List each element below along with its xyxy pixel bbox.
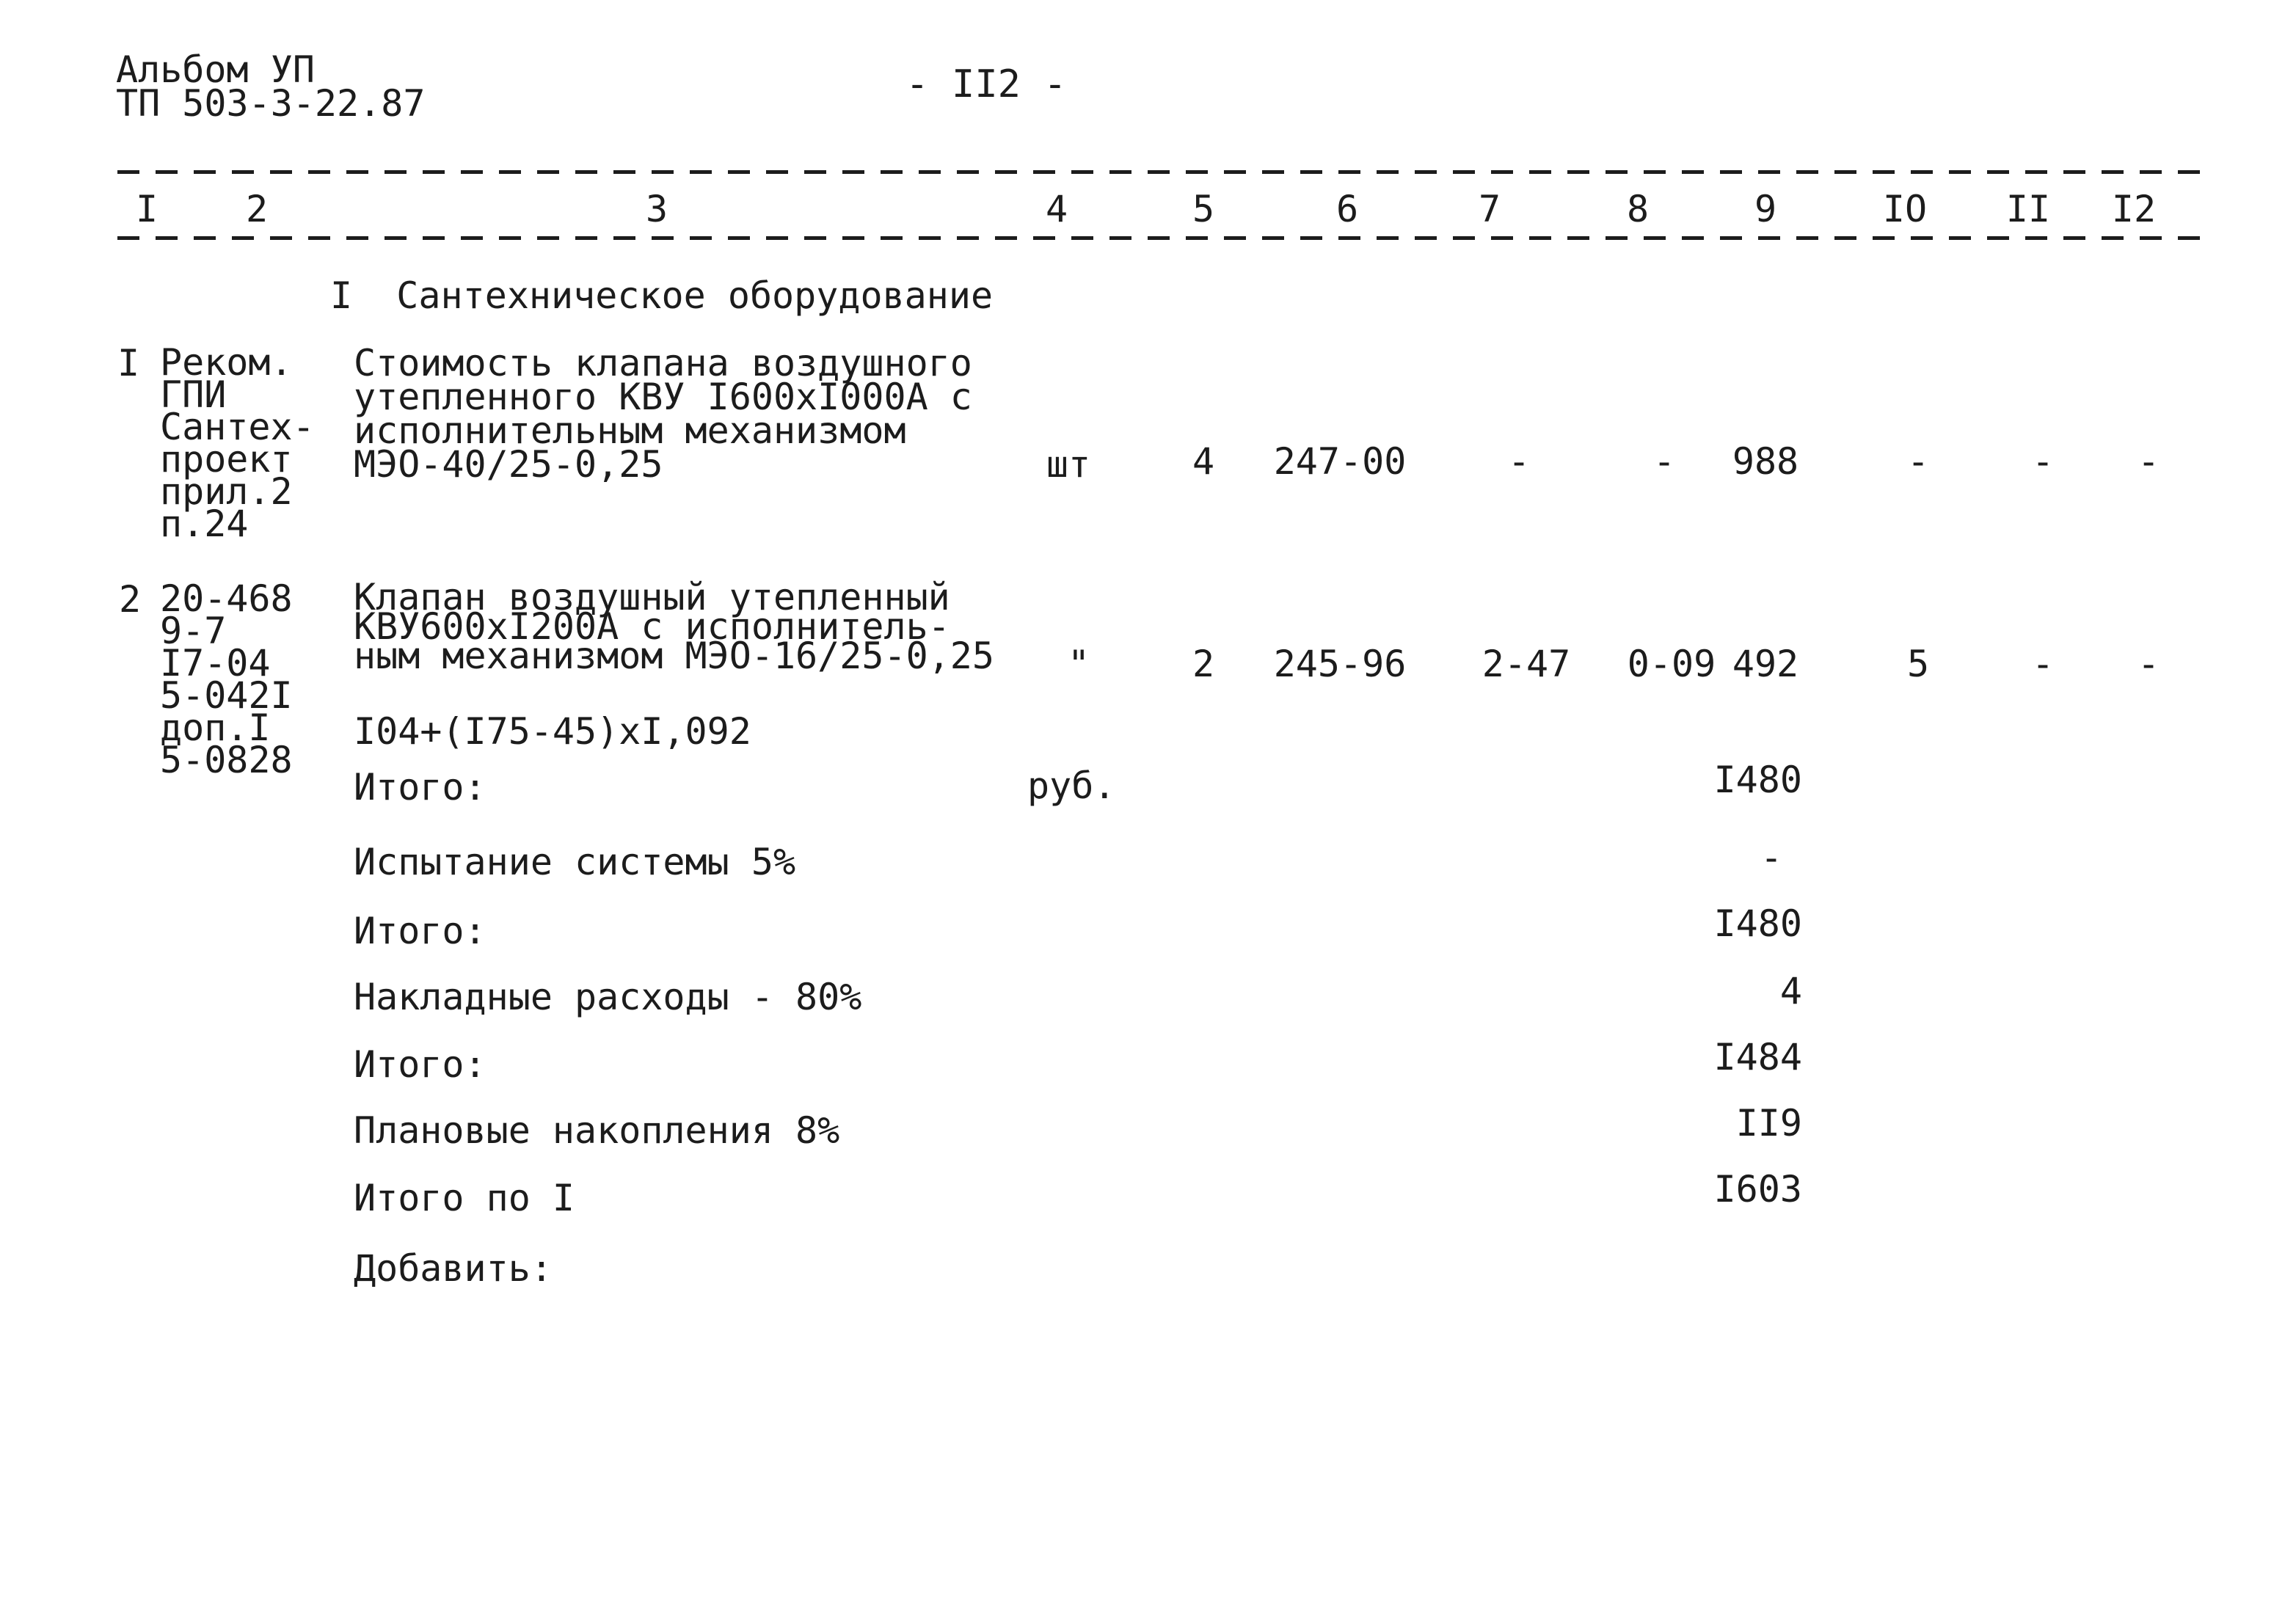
column-header: 7 xyxy=(1478,188,1501,230)
row-col12: - xyxy=(2137,643,2160,685)
column-header: 3 xyxy=(645,188,668,230)
row-col11: - xyxy=(2031,440,2055,483)
row-price: 245-96 xyxy=(1273,643,1407,685)
row-col11: - xyxy=(2031,643,2055,685)
summary-unit: руб. xyxy=(1027,764,1116,807)
summary-value: I480 xyxy=(1713,902,1802,945)
summary-value: I484 xyxy=(1713,1036,1802,1078)
row-description: Стоимость клапана воздушного утепленного КВУ I600xI000А с исполнительным механизмом МЭО-40/25-0,25 xyxy=(354,342,972,486)
column-header: 2 xyxy=(245,188,269,230)
summary-label: Итого: xyxy=(354,1043,486,1086)
header-bottom-rule xyxy=(117,236,2201,240)
row-total: 988 xyxy=(1732,440,1799,483)
summary-label: Итого: xyxy=(354,766,486,808)
summary-value: 4 xyxy=(1779,970,1802,1012)
row-col10: 5 xyxy=(1906,643,1930,685)
summary-label: Добавить: xyxy=(354,1247,553,1290)
summary-label: Плановые накопления 8% xyxy=(354,1109,840,1152)
page-number: - II2 - xyxy=(905,62,1067,106)
row-quantity: 2 xyxy=(1192,643,1215,685)
column-header: 5 xyxy=(1192,188,1215,230)
column-header: 6 xyxy=(1335,188,1359,230)
row-description: Клапан воздушный утепленный КВУ600xI200А с исполнитель- ным механизмом МЭО-16/25-0,25 xyxy=(354,576,994,677)
row-unit: шт xyxy=(1046,443,1091,486)
row-basis: Реком. ГПИ Сантех- проект прил.2 п.24 xyxy=(160,341,315,545)
summary-value: I603 xyxy=(1713,1168,1802,1211)
row-total: 492 xyxy=(1732,643,1799,685)
row-col8: 0-09 xyxy=(1627,643,1716,685)
row-unit: " xyxy=(1067,643,1090,685)
summary-value: II9 xyxy=(1735,1102,1802,1144)
row-quantity: 4 xyxy=(1192,440,1215,483)
row-price: 247-00 xyxy=(1273,440,1407,483)
row-col7: - xyxy=(1507,440,1531,483)
header-top-rule xyxy=(117,170,2201,174)
column-header: II xyxy=(2005,188,2051,230)
row-number: 2 xyxy=(119,578,142,621)
summary-label: Итого по I xyxy=(354,1177,575,1219)
row-col8: - xyxy=(1652,440,1676,483)
section-title: I Сантехническое оборудование xyxy=(330,274,994,317)
project-code: ТП 503-3-22.87 xyxy=(116,82,426,125)
column-header: 4 xyxy=(1045,188,1068,230)
row-formula: I04+(I75-45)xI,092 xyxy=(354,710,751,753)
summary-value: - xyxy=(1760,836,1783,879)
row-col12: - xyxy=(2137,440,2160,483)
column-header: 8 xyxy=(1626,188,1650,230)
summary-label: Накладные расходы - 80% xyxy=(354,976,862,1018)
column-header: I2 xyxy=(2111,188,2157,230)
row-col7: 2-47 xyxy=(1482,643,1571,685)
column-header: 9 xyxy=(1754,188,1777,230)
summary-label: Испытание системы 5% xyxy=(354,841,796,883)
summary-label: Итого: xyxy=(354,910,486,952)
row-col10: - xyxy=(1906,440,1930,483)
column-header: IO xyxy=(1882,188,1928,230)
row-number: I xyxy=(117,342,140,384)
summary-value: I480 xyxy=(1713,759,1802,801)
album-label: Альбом УП xyxy=(116,48,315,91)
column-header: I xyxy=(135,188,158,230)
row-basis: 20-468 9-7 I7-04 5-042I доп.I 5-0828 xyxy=(160,577,293,781)
